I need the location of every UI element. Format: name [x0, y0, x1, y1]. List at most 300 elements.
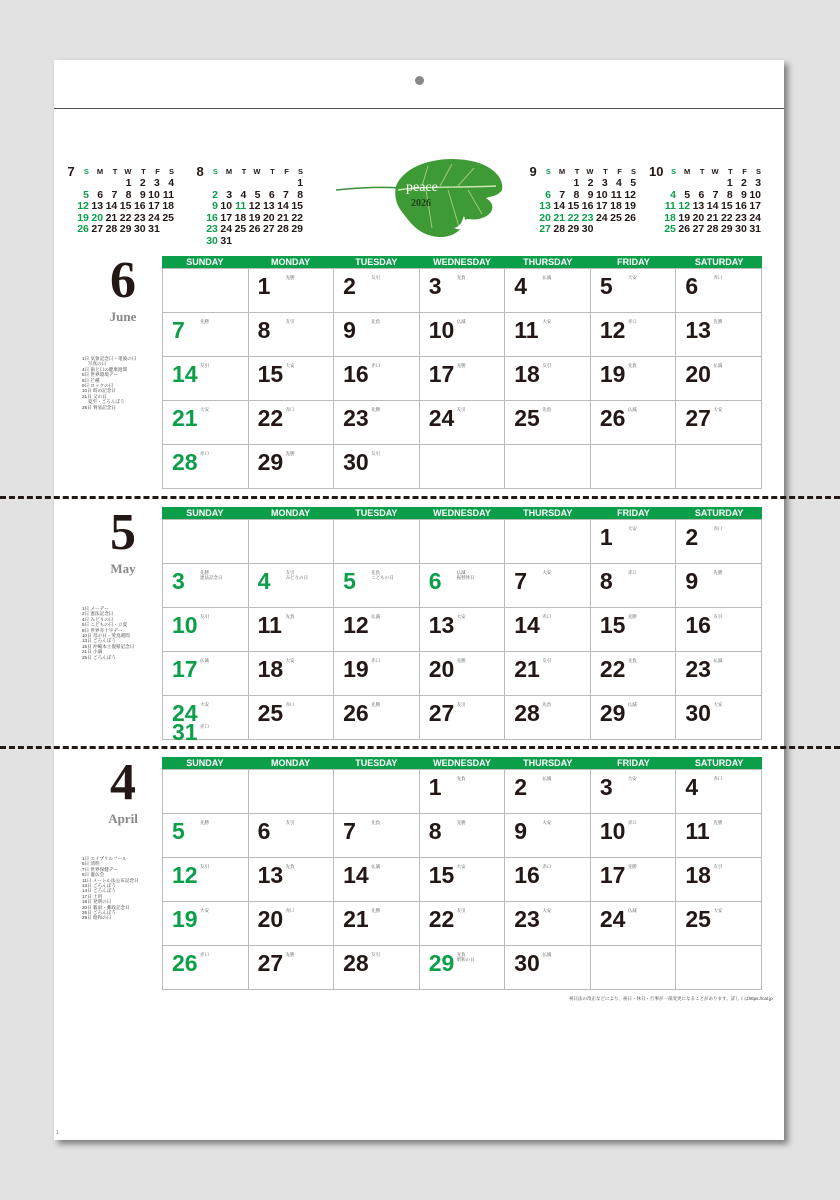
- rokuyo: 仏滅: [713, 658, 723, 663]
- week-row: [163, 946, 762, 990]
- mini-day: 23: [133, 211, 146, 224]
- weekday-header-row: [162, 757, 762, 769]
- mini-day: 3: [154, 177, 160, 189]
- mini-day: 31: [220, 234, 233, 247]
- mini-day: [232, 178, 246, 190]
- day-cell: [590, 608, 676, 652]
- month-name: June: [109, 309, 137, 324]
- day-number: 24: [172, 700, 198, 726]
- day-number: 10: [599, 818, 626, 844]
- rokuyo-label: [457, 614, 466, 619]
- mini-spacer: [62, 190, 75, 202]
- day-cell: [590, 313, 676, 357]
- mini-day: 7: [712, 188, 719, 201]
- mini-week-row: [62, 224, 174, 236]
- day-number: 2: [685, 524, 699, 550]
- day-cell: [590, 858, 676, 902]
- rokuyo-label: [200, 658, 209, 663]
- rokuyo: 赤口: [627, 319, 637, 324]
- mini-day: 29: [567, 223, 580, 235]
- rokuyo-label: [371, 908, 380, 913]
- mini-day: 15: [291, 200, 304, 212]
- mini-day: 31: [148, 223, 160, 235]
- mini-day: 30: [581, 223, 594, 235]
- mini-spacer: [191, 178, 204, 190]
- rokuyo-label: [628, 908, 637, 913]
- week-row: [163, 770, 762, 814]
- day-cell: [419, 770, 505, 814]
- rokuyo: 赤口: [285, 407, 295, 412]
- day-cell: [334, 696, 420, 740]
- rokuyo-label: [371, 407, 380, 412]
- mini-calendar-august: [191, 166, 303, 247]
- rokuyo-label: [713, 776, 722, 781]
- rokuyo: 仏滅: [542, 952, 552, 957]
- mini-weekday: S: [545, 167, 551, 176]
- day-cell: [676, 608, 762, 652]
- mini-month-number: 9: [529, 164, 537, 179]
- mini-day: 22: [291, 211, 304, 224]
- month-number: 4: [110, 754, 136, 811]
- day-number: 21: [514, 656, 540, 682]
- day-cell: [163, 652, 249, 696]
- rokuyo: 大安: [200, 702, 209, 707]
- day-number: 23: [343, 405, 369, 431]
- month-number: 5: [110, 504, 136, 561]
- rokuyo-label: [713, 570, 722, 575]
- mini-month-number: 7: [67, 164, 75, 179]
- day-cell: [248, 902, 334, 946]
- day-cell: [676, 696, 762, 740]
- holiday-entry: 1日 エイプリルフール: [82, 856, 127, 861]
- rokuyo-label: [286, 275, 295, 280]
- rokuyo: 先勝: [285, 451, 295, 456]
- holiday-entry: 28日 貿易記念日: [82, 404, 116, 410]
- rokuyo-label: [200, 363, 209, 368]
- cut-line: [0, 496, 840, 499]
- mini-day: 8: [726, 188, 733, 201]
- mini-day: 2: [139, 177, 146, 189]
- holiday-entry: 1日 メーデー: [82, 606, 109, 611]
- holiday-entry: 18日 発明の日: [82, 899, 112, 905]
- mini-day: [89, 178, 103, 190]
- mini-day: 7: [559, 188, 566, 201]
- mini-day: 10: [749, 188, 762, 201]
- rokuyo: 先勝: [200, 570, 209, 575]
- day-cell: [419, 814, 505, 858]
- day-cell: [248, 858, 334, 902]
- day-cell: [163, 608, 249, 652]
- day-cell: [419, 946, 505, 990]
- day-number: 28: [172, 449, 198, 475]
- rokuyo-label: [542, 776, 551, 781]
- day-cell: [590, 902, 676, 946]
- day-cell: [248, 814, 334, 858]
- holiday-entry: 7日 世界保健デー: [82, 866, 118, 872]
- rokuyo-label: [628, 319, 637, 324]
- day-number: 20: [685, 361, 711, 387]
- rokuyo-label: [457, 658, 466, 663]
- rokuyo-label: [628, 275, 637, 280]
- day-number: 30: [685, 700, 711, 726]
- day-number: 22: [428, 906, 455, 932]
- rokuyo: 仏滅: [542, 776, 552, 781]
- holiday-entry: 1日 気象記念日・電波の日: [82, 356, 137, 361]
- mini-spacer: [649, 213, 662, 225]
- day-grid: [162, 268, 762, 489]
- mini-day: 15: [119, 200, 132, 212]
- holiday-entry: 17日 土用: [82, 893, 103, 899]
- rokuyo-label: [713, 864, 722, 869]
- mini-day: 8: [125, 188, 132, 201]
- rokuyo-label: [713, 702, 722, 707]
- rokuyo: 先勝: [456, 363, 466, 368]
- rokuyo-label: [286, 451, 295, 456]
- week-row: [163, 858, 762, 902]
- day-cell: [163, 445, 249, 489]
- rokuyo-label: [713, 319, 722, 324]
- mini-weekday: S: [671, 167, 677, 176]
- mini-week-row: [191, 201, 303, 213]
- day-cell: [334, 858, 420, 902]
- mini-day: [232, 236, 246, 248]
- day-number: 5: [599, 273, 613, 299]
- day-cell: [676, 770, 762, 814]
- month-label-may: [78, 504, 168, 577]
- rokuyo: 仏滅: [542, 275, 552, 280]
- holiday-entry: 4日 歯と口の健康週間: [82, 366, 128, 372]
- day-number: 25: [514, 405, 540, 431]
- rokuyo-label: [457, 820, 466, 825]
- day-cell: [419, 445, 505, 489]
- day-number: 1: [257, 273, 271, 299]
- rokuyo-label: [542, 908, 551, 913]
- holiday-entry: 14日 ごろんぼう: [82, 888, 116, 894]
- rokuyo: 仏滅: [200, 658, 209, 663]
- mini-day: 3: [601, 177, 608, 189]
- holiday-list-june: [82, 356, 172, 410]
- mini-calendar-october: [649, 166, 761, 236]
- day-number: 3: [428, 273, 442, 299]
- mini-day: 30: [133, 223, 146, 235]
- day-number: 18: [257, 656, 284, 682]
- mini-week-row: [524, 201, 636, 213]
- day-number: 8: [257, 317, 271, 343]
- month-grid-june: [162, 256, 762, 489]
- day-number: 27: [685, 405, 711, 431]
- mini-weekday: S: [212, 167, 218, 176]
- perforation-line: [54, 108, 784, 109]
- rokuyo: 先勝: [713, 820, 723, 825]
- rokuyo-label: [200, 702, 209, 707]
- day-number: 7: [172, 317, 185, 343]
- day-number: 22: [257, 405, 284, 431]
- mini-day: 30: [206, 234, 218, 247]
- rokuyo: 仏滅: [456, 570, 466, 575]
- mini-day: [622, 224, 636, 236]
- rokuyo-label: [713, 658, 722, 663]
- day-cell: [505, 520, 591, 564]
- day-number: 24: [428, 405, 455, 431]
- day-cell: [419, 696, 505, 740]
- day-number: 26: [599, 405, 626, 431]
- mini-day: 7: [111, 188, 118, 201]
- day-cell: [163, 520, 249, 564]
- mini-weekday: S: [169, 167, 175, 176]
- mini-day: 1: [573, 177, 580, 189]
- mini-day: 12: [678, 200, 691, 212]
- mini-day: 25: [162, 211, 175, 224]
- rokuyo: 大安: [456, 614, 466, 619]
- rokuyo-label: [457, 864, 466, 869]
- rokuyo: 赤口: [200, 451, 209, 456]
- day-number: 21: [172, 405, 198, 431]
- mini-day: 4: [168, 177, 175, 189]
- day-cell: [505, 313, 591, 357]
- day-cell: [248, 770, 334, 814]
- month-grid-april: [162, 757, 762, 990]
- rokuyo-label: [286, 319, 295, 324]
- rokuyo-label: [542, 570, 551, 575]
- rokuyo-label: [200, 319, 209, 324]
- rokuyo-label: [713, 820, 722, 825]
- day-number: 29: [599, 700, 626, 726]
- mini-day: 28: [706, 223, 719, 235]
- mini-day: 12: [248, 200, 261, 212]
- mini-weekday: T: [728, 167, 733, 176]
- weekday-header: MONDAY: [270, 758, 311, 768]
- rokuyo-label: [286, 658, 295, 663]
- mini-day: 27: [91, 223, 104, 235]
- day-number: 18: [514, 361, 540, 387]
- mini-day: 27: [262, 223, 275, 235]
- rokuyo-label: [286, 570, 309, 580]
- mini-day: 9: [741, 188, 747, 201]
- month-label-june: [78, 252, 168, 325]
- day-number: 26: [343, 700, 369, 726]
- rokuyo: 先勝: [285, 952, 295, 957]
- rokuyo: 大安: [542, 908, 552, 913]
- mini-weekday: F: [617, 167, 622, 176]
- month-label-april: [78, 754, 168, 827]
- holiday-entry: 5日 こどもの日・立夏: [82, 622, 128, 628]
- rokuyo-label: [200, 864, 209, 869]
- day-cell: [334, 445, 420, 489]
- mini-week-row: [191, 236, 303, 248]
- day-cell: [334, 520, 420, 564]
- mini-spacer: [524, 178, 537, 190]
- day-cell: [419, 858, 505, 902]
- monstera-leaf-illustration: [336, 156, 506, 242]
- calendar-sheet: [54, 60, 784, 1140]
- mini-day: 17: [749, 200, 762, 212]
- rokuyo-label: [200, 908, 209, 913]
- rokuyo-label: [628, 702, 637, 707]
- rokuyo: 先勝: [371, 908, 381, 913]
- rokuyo: 赤口: [285, 702, 295, 707]
- week-row: [163, 608, 762, 652]
- day-cell: [334, 652, 420, 696]
- mini-day: 29: [119, 223, 132, 235]
- day-cell: [676, 858, 762, 902]
- rokuyo-label: [286, 908, 295, 913]
- day-number: 7: [343, 818, 356, 844]
- day-number: 20: [428, 656, 455, 682]
- mini-day: 4: [670, 188, 676, 201]
- day-number: 5: [172, 818, 185, 844]
- day-number: 25: [685, 906, 711, 932]
- rokuyo: 友引: [456, 407, 466, 412]
- rokuyo: 大安: [713, 702, 723, 707]
- holiday-entry: 4日 みどりの日: [82, 616, 114, 622]
- mini-day: [260, 236, 274, 248]
- day-cell: [163, 401, 249, 445]
- rokuyo: 先勝: [456, 820, 466, 825]
- day-cell: [419, 401, 505, 445]
- day-cell: [334, 608, 420, 652]
- rokuyo: 赤口: [542, 614, 552, 619]
- day-number: 19: [599, 361, 626, 387]
- day-cell: [334, 902, 420, 946]
- mini-weekday: T: [241, 167, 247, 176]
- month-number: 6: [110, 252, 136, 309]
- rokuyo: 先負: [371, 570, 381, 575]
- rokuyo: 友引: [371, 451, 381, 456]
- day-number: 4: [257, 568, 271, 594]
- day-number: 25: [257, 700, 284, 726]
- day-cell: [505, 652, 591, 696]
- weekday-header: FRIDAY: [617, 758, 650, 768]
- mini-spacer: [524, 190, 537, 202]
- day-cell: [163, 564, 249, 608]
- day-number: 28: [514, 700, 540, 726]
- mini-spacer: [524, 213, 537, 225]
- mini-day: [537, 178, 551, 190]
- day-number: 1: [599, 524, 613, 550]
- footnote: 祝日法の改正などにより、祝日・休日・行事が一部変更になることがあります。詳しくはhttps://cal.jp: [569, 996, 773, 1001]
- day-cell: [505, 902, 591, 946]
- mini-weekday: W: [253, 167, 261, 176]
- day-number: 27: [257, 950, 284, 976]
- rokuyo: 赤口: [627, 570, 637, 575]
- mini-day: [218, 178, 232, 190]
- day-number: 17: [599, 862, 626, 888]
- day-number: 21: [343, 906, 369, 932]
- day-cell: [676, 401, 762, 445]
- holiday-entry: 13日 ごろんぼう: [82, 883, 116, 889]
- mini-weekday: T: [112, 167, 118, 176]
- day-cell: [505, 814, 591, 858]
- mini-day: 26: [624, 211, 637, 224]
- rokuyo: 友引: [456, 908, 466, 913]
- mini-spacer: [62, 201, 75, 213]
- day-cell: [505, 357, 591, 401]
- rokuyo-label: [542, 319, 551, 324]
- rokuyo-label: [713, 908, 722, 913]
- holiday-entry: 21日 父の日: [82, 393, 107, 399]
- rokuyo-label-secondary: 赤口: [200, 724, 209, 729]
- rokuyo: 先負: [456, 952, 466, 957]
- mini-day: 5: [254, 188, 261, 201]
- day-number: 12: [343, 612, 369, 638]
- day-cell: [676, 520, 762, 564]
- rokuyo-label: [542, 363, 551, 368]
- rokuyo-label: [286, 407, 295, 412]
- day-number: 29: [257, 449, 284, 475]
- mini-day: 21: [553, 211, 566, 224]
- mini-day: 3: [755, 177, 762, 189]
- mini-day: 24: [749, 211, 762, 224]
- day-number: 30: [514, 950, 540, 976]
- rokuyo-label: [542, 952, 551, 957]
- day-cell: [248, 696, 334, 740]
- weekday-header: TUESDAY: [355, 508, 398, 518]
- mini-day: [593, 224, 607, 236]
- rokuyo-label: [542, 864, 551, 869]
- weekday-header: MONDAY: [270, 508, 311, 518]
- day-number: 2: [514, 774, 528, 800]
- mini-day: 29: [720, 223, 733, 235]
- day-cell: [163, 357, 249, 401]
- mini-weekday: M: [558, 167, 566, 176]
- day-number: 4: [514, 273, 528, 299]
- day-cell: [163, 902, 249, 946]
- holiday-entry: 13日 ごろんぼう: [82, 638, 116, 644]
- weekday-header: SATURDAY: [694, 758, 744, 768]
- mini-weekday: W: [586, 167, 594, 176]
- day-cell: [419, 652, 505, 696]
- day-number: 29: [428, 950, 455, 976]
- day-cell: [676, 652, 762, 696]
- mini-day: 1: [125, 177, 132, 189]
- mini-day: 4: [240, 188, 247, 201]
- mini-day: [246, 178, 260, 190]
- rokuyo-label: [457, 319, 466, 324]
- mini-day: 24: [595, 211, 608, 224]
- holiday-entry: 6日 芒種: [82, 377, 100, 383]
- day-cell: [676, 946, 762, 990]
- rokuyo: 赤口: [285, 908, 295, 913]
- day-number: 24: [599, 906, 626, 932]
- mini-day: [551, 178, 565, 190]
- rokuyo: 赤口: [627, 820, 637, 825]
- mini-day: 3: [226, 188, 233, 201]
- mini-day: [676, 178, 690, 190]
- day-number: 14: [343, 862, 369, 888]
- mini-weekday: W: [711, 167, 719, 176]
- day-cell: [334, 401, 420, 445]
- holiday-entry: 10日 母の日・愛鳥週間: [82, 633, 130, 639]
- rokuyo: 友引: [285, 319, 295, 324]
- mini-day: 22: [567, 211, 580, 224]
- rokuyo-label: [628, 526, 637, 531]
- mini-day: 25: [610, 211, 622, 224]
- mini-day: 13: [262, 200, 275, 212]
- mini-day: 29: [291, 223, 304, 235]
- mini-day: 11: [235, 200, 247, 212]
- weekday-header: THURSDAY: [523, 758, 573, 768]
- rokuyo: 先勝: [713, 319, 723, 324]
- mini-day: 9: [139, 188, 146, 201]
- day-cell: [590, 652, 676, 696]
- mini-week-row: [191, 224, 303, 236]
- mini-week-row: [524, 178, 636, 190]
- day-grid: [162, 519, 762, 745]
- mini-day: 14: [105, 200, 118, 212]
- weekday-header: THURSDAY: [523, 257, 573, 267]
- mini-day: 1: [726, 177, 733, 189]
- rokuyo-label: [200, 451, 209, 456]
